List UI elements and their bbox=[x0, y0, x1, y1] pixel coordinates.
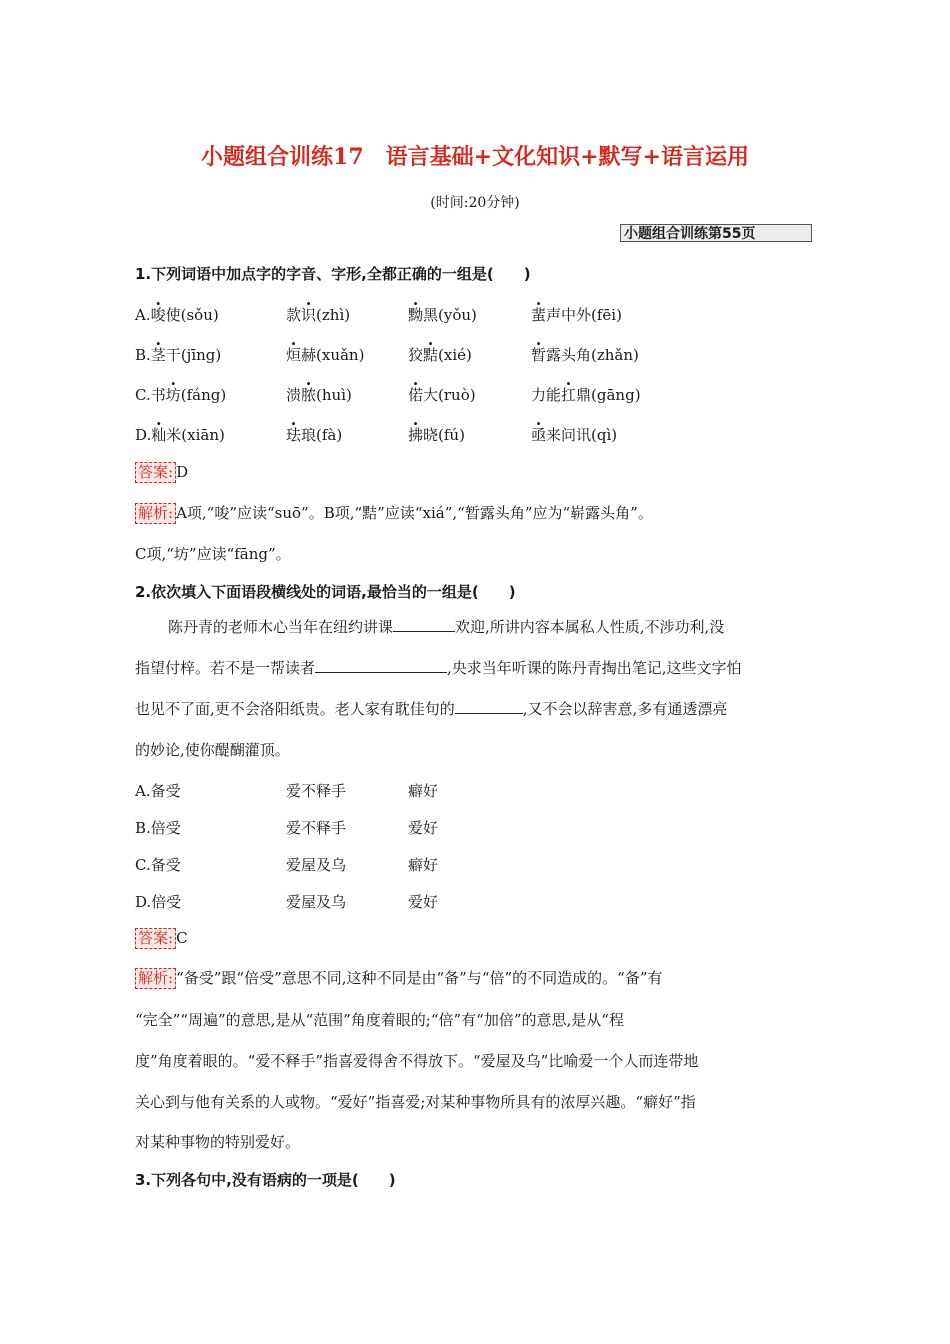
q1-option-c-4: 力能扛鼎(gāng) bbox=[531, 386, 641, 404]
q2-analysis-line-5: 对某种事物的特别爱好。 bbox=[135, 1133, 301, 1151]
answer-label: 答案: bbox=[135, 462, 176, 483]
blank-1 bbox=[393, 617, 455, 632]
q2-analysis-line-2: “完全”“周遍”的意思,是从“范围”角度着眼的;“倍”有“加倍”的意思,是从“程 bbox=[135, 1011, 624, 1029]
q1-answer: 答案: D bbox=[135, 462, 188, 483]
question-3-stem: 3.下列各句中,没有语病的一项是( ) bbox=[135, 1171, 396, 1189]
q2-option-b-2: 爱不释手 bbox=[286, 819, 347, 837]
time-limit: (时间:20分钟) bbox=[430, 195, 520, 211]
q2-answer: 答案: C bbox=[135, 928, 188, 949]
page-title: 小题组合训练17 语言基础+文化知识+默写+语言运用 bbox=[201, 144, 749, 170]
q1-option-a-3: 黝黑(yǒu) bbox=[408, 306, 477, 324]
q1-option-d-2: 珐琅(fà) bbox=[286, 426, 343, 444]
q1-analysis-line-2: C项,“坊”应读“fāng”。 bbox=[135, 545, 291, 563]
q2-analysis-line-3: 度”角度着眼的。“爱不释手”指喜爱得舍不得放下。“爱屋及乌”比喻爱一个人而连带地 bbox=[135, 1052, 699, 1070]
q1-option-b-2: 烜赫(xuǎn) bbox=[286, 346, 365, 364]
q2-option-d-3: 爱好 bbox=[408, 893, 439, 911]
q2-passage-line-4: 的妙论,使你醍醐灌顶。 bbox=[135, 741, 290, 759]
q2-option-d: D.倍受 bbox=[135, 893, 182, 911]
q2-option-b: B.倍受 bbox=[135, 819, 181, 837]
q1-option-d-3: 拂晓(fú) bbox=[408, 426, 465, 444]
q1-option-d-1: D.籼米(xiān) bbox=[135, 426, 225, 444]
q2-option-a-3: 癖好 bbox=[408, 782, 439, 800]
q1-option-a-1: A.唆使(sǒu) bbox=[135, 306, 219, 324]
analysis-label: 解析: bbox=[135, 503, 176, 524]
question-2-stem: 2.依次填入下面语段横线处的词语,最恰当的一组是( ) bbox=[135, 583, 516, 601]
q2-option-c: C.备受 bbox=[135, 856, 181, 874]
q2-option-c-3: 癖好 bbox=[408, 856, 439, 874]
q1-option-b-4: 暂露头角(zhǎn) bbox=[531, 346, 639, 364]
q2-analysis-line-1: 解析: “备受”跟“倍受”意思不同,这种不同是由“备”与“倍”的不同造成的。“备”有 bbox=[135, 967, 663, 989]
analysis-label: 解析: bbox=[135, 968, 176, 989]
q2-passage-line-1: 陈丹青的老师木心当年在纽约讲课 欢迎,所讲内容本属私人性质,不涉功利,没 bbox=[168, 618, 725, 636]
blank-2 bbox=[315, 658, 447, 673]
q1-option-c-2: 溃脓(huì) bbox=[286, 386, 352, 404]
q2-passage-line-3: 也见不了面,更不会洛阳纸贵。老人家有耽佳句的 ,又不会以辞害意,多有通透漂亮 bbox=[135, 700, 728, 718]
q1-option-b-1: B.茎干(jīng) bbox=[135, 346, 222, 364]
answer-label: 答案: bbox=[135, 928, 176, 949]
page-tag: 小题组合训练第55页 bbox=[620, 224, 812, 242]
q2-analysis-line-4: 关心到与他有关系的人或物。“爱好”指喜爱;对某种事物所具有的浓厚兴趣。“癖好”指 bbox=[135, 1093, 696, 1111]
q2-option-a: A.备受 bbox=[135, 782, 181, 800]
q1-option-b-3: 狡黠(xié) bbox=[408, 346, 472, 364]
q1-analysis-line-1: 解析: A项,“唆”应读“suō”。B项,“黠”应读“xiá”,“暂露头角”应为“崭露头角”。 bbox=[135, 502, 653, 524]
q2-option-a-2: 爱不释手 bbox=[286, 782, 347, 800]
q1-option-d-4: 亟来问讯(qì) bbox=[531, 426, 618, 444]
q1-option-a-4: 蜚声中外(fēi) bbox=[531, 306, 622, 324]
q2-option-d-2: 爱屋及乌 bbox=[286, 893, 347, 911]
q1-option-a-2: 款识(zhì) bbox=[286, 306, 351, 324]
q2-option-c-2: 爱屋及乌 bbox=[286, 856, 347, 874]
question-1-stem: 1.下列词语中加点字的字音、字形,全都正确的一组是( ) bbox=[135, 265, 531, 283]
q2-option-b-3: 爱好 bbox=[408, 819, 439, 837]
q1-option-c-1: C.书坊(fáng) bbox=[135, 386, 227, 404]
q2-passage-line-2: 指望付梓。若不是一帮读者 ,央求当年听课的陈丹青掏出笔记,这些文字怕 bbox=[135, 659, 742, 677]
q1-option-c-3: 偌大(ruò) bbox=[408, 386, 476, 404]
blank-3 bbox=[455, 699, 523, 714]
